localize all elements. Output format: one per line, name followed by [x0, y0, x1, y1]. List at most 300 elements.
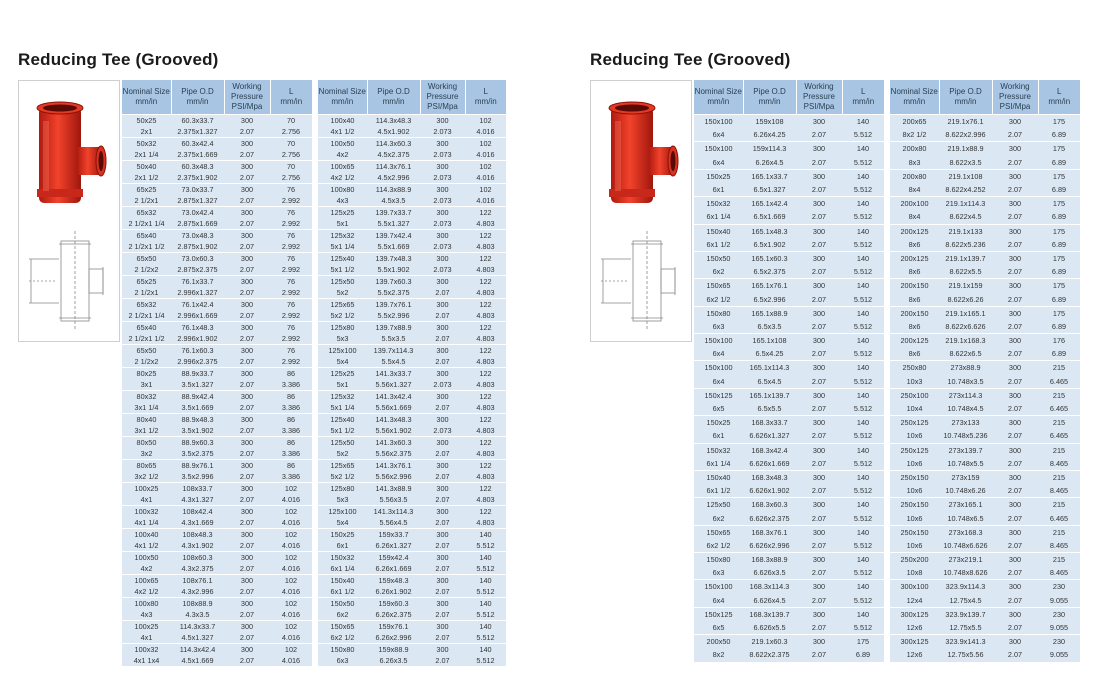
table-cell: 140	[465, 598, 506, 610]
table-cell: 125x80	[318, 322, 367, 334]
table-cell: 2.07	[796, 238, 842, 252]
table-cell: 2.07	[224, 632, 270, 644]
table-cell: 5x2	[318, 287, 367, 299]
table-cell: 8.465	[1038, 484, 1080, 498]
table-cell: 2.07	[224, 448, 270, 460]
header-text: Pressure	[998, 92, 1031, 101]
table-cell: 125x65	[318, 299, 367, 311]
table-row	[694, 183, 884, 197]
table-cell: 5.512	[465, 655, 506, 666]
table-row	[122, 391, 312, 403]
table-cell: 140	[465, 575, 506, 587]
table-cell: 125x32	[318, 230, 367, 242]
table-cell: 219.1x88.9	[939, 142, 992, 156]
table-header-row	[694, 80, 884, 115]
table-cell: 76.1x48.3	[171, 322, 224, 334]
table-cell: 6x3	[694, 320, 743, 334]
table-cell: 10.748x4.5	[939, 402, 992, 416]
table-cell: 50x32	[122, 138, 171, 150]
table-cell: 5.512	[465, 632, 506, 644]
table-cell: 2.992	[270, 287, 312, 299]
table-cell: 8x6	[890, 320, 939, 334]
table-cell: 65x32	[122, 207, 171, 219]
table-cell: 2.875x1.327	[171, 195, 224, 207]
table-row	[122, 333, 312, 345]
table-cell: 2.992	[270, 218, 312, 230]
table-row	[694, 224, 884, 238]
table-cell: 5x1 1/4	[318, 402, 367, 414]
table-cell: 4.5x2.996	[367, 172, 420, 184]
table-cell: 80x50	[122, 437, 171, 449]
table-cell: 2.07	[992, 292, 1038, 306]
table-cell: 6x2 1/2	[694, 292, 743, 306]
table-cell: 200x80	[890, 142, 939, 156]
table-cell: 73.0x42.4	[171, 207, 224, 219]
table-row	[890, 648, 1080, 661]
table-row	[694, 470, 884, 484]
table-cell: 6.5x1.902	[743, 238, 796, 252]
table-cell: 4.5x1.327	[171, 632, 224, 644]
table-cell: 300	[992, 498, 1038, 512]
table-cell: 139.7x76.1	[367, 299, 420, 311]
table-cell: 4.3x1.669	[171, 517, 224, 529]
table-cell: 5.512	[465, 609, 506, 621]
table-row	[890, 361, 1080, 375]
table-cell: 114.3x88.9	[367, 184, 420, 196]
header-text: mm/in	[280, 97, 303, 106]
table-cell: 141.3x88.9	[367, 483, 420, 495]
table-cell: 70	[270, 115, 312, 127]
table-row	[122, 437, 312, 449]
table-cell: 4.5x3.5	[367, 195, 420, 207]
table-row	[890, 210, 1080, 224]
table-row	[694, 169, 884, 183]
header-text: mm/in	[186, 97, 209, 106]
table-cell: 8.622x6.26	[939, 292, 992, 306]
table-cell: 300	[224, 368, 270, 380]
table-row	[694, 429, 884, 443]
table-cell: 6x1 1/2	[694, 238, 743, 252]
table-cell: 323.9x114.3	[939, 580, 992, 594]
table-row	[318, 356, 506, 368]
table-cell: 300	[796, 224, 842, 238]
table-cell: 3.5x1.902	[171, 425, 224, 437]
table-cell: 300	[420, 506, 465, 518]
header-text: Nominal Size	[890, 87, 938, 96]
table-cell: 10.748x5.5	[939, 457, 992, 471]
table-cell: 150x40	[694, 470, 743, 484]
table-row	[318, 172, 506, 184]
table-cell: 140	[842, 607, 884, 621]
table-cell: 5x1 1/4	[318, 241, 367, 253]
table-cell: 300	[224, 598, 270, 610]
table-cell: 6x1	[694, 429, 743, 443]
table-cell: 300	[420, 483, 465, 495]
table-cell: 6.89	[1038, 320, 1080, 334]
table-cell: 102	[270, 506, 312, 518]
table-cell: 219.1x108	[939, 169, 992, 183]
table-cell: 8x2 1/2	[890, 128, 939, 142]
table-cell: 10x6	[890, 429, 939, 443]
table-cell: 5.512	[465, 563, 506, 575]
table-cell: 2.07	[992, 347, 1038, 361]
table-cell: 150x100	[694, 334, 743, 348]
table-cell: 140	[842, 115, 884, 129]
table-cell: 4.016	[465, 195, 506, 207]
table-cell: 159x33.7	[367, 529, 420, 541]
table-cell: 6x1 1/4	[694, 210, 743, 224]
table-row	[318, 414, 506, 426]
table-row	[318, 230, 506, 242]
spec-table-2	[318, 80, 506, 666]
table-cell: 300	[224, 161, 270, 173]
table-cell: 6x4	[694, 594, 743, 608]
table-row	[890, 292, 1080, 306]
table-cell: 300x125	[890, 635, 939, 649]
table-cell: 88.9x33.7	[171, 368, 224, 380]
table-cell: 102	[465, 138, 506, 150]
table-cell: 5x2	[318, 448, 367, 460]
table-row	[122, 644, 312, 656]
table-cell: 300	[796, 388, 842, 402]
table-cell: 2x1	[122, 126, 171, 138]
table-cell: 300	[796, 470, 842, 484]
table-row	[890, 594, 1080, 608]
table-row	[122, 184, 312, 196]
header-text: Pressure	[230, 92, 263, 101]
table-cell: 2.07	[224, 287, 270, 299]
table-cell: 125x50	[694, 498, 743, 512]
table-cell: 300	[796, 580, 842, 594]
table-row	[694, 361, 884, 375]
table-cell: 8x6	[890, 265, 939, 279]
table-cell: 300	[224, 529, 270, 541]
table-row	[890, 375, 1080, 389]
table-cell: 6.26x2.996	[367, 632, 420, 644]
header-text: mm/in	[474, 97, 497, 106]
table-cell: 2 1/2x1 1/2	[122, 241, 171, 253]
table-cell: 76	[270, 276, 312, 288]
table-cell: 140	[842, 361, 884, 375]
table-cell: 140	[842, 388, 884, 402]
table-cell: 6x4	[694, 375, 743, 389]
table-cell: 215	[1038, 553, 1080, 567]
table-cell: 150x100	[694, 115, 743, 129]
table-cell: 10x6	[890, 457, 939, 471]
product-image-panel-right	[590, 80, 692, 342]
table-cell: 73.0x60.3	[171, 253, 224, 265]
table-cell: 125x40	[318, 414, 367, 426]
table-cell: 300	[796, 443, 842, 457]
table-cell: 8.622x5.5	[939, 265, 992, 279]
table-cell: 159x48.3	[367, 575, 420, 587]
table-cell: 200x80	[890, 169, 939, 183]
table-cell: 125x25	[318, 368, 367, 380]
table-cell: 8.622x3.5	[939, 156, 992, 170]
table-cell: 4.3x1.902	[171, 540, 224, 552]
table-row	[694, 197, 884, 211]
table-cell: 5.5x1.327	[367, 218, 420, 230]
table-cell: 150x40	[694, 224, 743, 238]
table-cell: 10x3	[890, 375, 939, 389]
table-cell: 2.07	[224, 425, 270, 437]
table-cell: 5.5x2.375	[367, 287, 420, 299]
table-cell: 4.016	[270, 540, 312, 552]
table-cell: 2.07	[224, 149, 270, 161]
table-cell: 175	[842, 635, 884, 649]
table-cell: 2.07	[796, 539, 842, 553]
table-row	[890, 183, 1080, 197]
table-cell: 300	[420, 368, 465, 380]
table-cell: 5x1 1/2	[318, 425, 367, 437]
table-cell: 6x3	[318, 655, 367, 666]
table-row	[318, 126, 506, 138]
table-cell: 70	[270, 161, 312, 173]
table-cell: 200x125	[890, 334, 939, 348]
table-row	[122, 287, 312, 299]
table-cell: 100x25	[122, 621, 171, 633]
table-cell: 125x50	[318, 276, 367, 288]
table-cell: 273x168.3	[939, 525, 992, 539]
table-cell: 2.07	[796, 594, 842, 608]
table-cell: 300	[224, 184, 270, 196]
table-cell: 2.756	[270, 126, 312, 138]
table-cell: 2.07	[224, 126, 270, 138]
table-cell: 140	[842, 416, 884, 430]
table-cell: 2.07	[420, 517, 465, 529]
table-cell: 159x108	[743, 115, 796, 129]
table-cell: 6.626x5.5	[743, 621, 796, 635]
table-cell: 65x40	[122, 230, 171, 242]
table-cell: 6.465	[1038, 511, 1080, 525]
table-row	[122, 195, 312, 207]
table-cell: 122	[465, 368, 506, 380]
table-cell: 80x25	[122, 368, 171, 380]
header-text: PSI/Mpa	[427, 102, 458, 111]
table-cell: 4x2	[318, 149, 367, 161]
table-cell: 165.1x60.3	[743, 251, 796, 265]
column-header-nominal	[694, 80, 743, 115]
table-cell: 5.56x1.327	[367, 379, 420, 391]
table-cell: 125x100	[318, 506, 367, 518]
table-cell: 6.89	[1038, 210, 1080, 224]
table-cell: 219.1x60.3	[743, 635, 796, 649]
table-cell: 4.3x2.375	[171, 563, 224, 575]
table-cell: 141.3x33.7	[367, 368, 420, 380]
table-cell: 76.1x33.7	[171, 276, 224, 288]
table-row	[694, 566, 884, 580]
table-cell: 122	[465, 483, 506, 495]
table-cell: 250x150	[890, 498, 939, 512]
table-row	[694, 607, 884, 621]
table-cell: 273x139.7	[939, 443, 992, 457]
table-cell: 300	[224, 322, 270, 334]
table-row	[890, 635, 1080, 649]
table-cell: 2.07	[224, 609, 270, 621]
table-cell: 60.3x42.4	[171, 138, 224, 150]
header-text: mm/in	[758, 97, 781, 106]
table-cell: 3x1 1/2	[122, 425, 171, 437]
table-row	[122, 460, 312, 472]
table-cell: 140	[842, 197, 884, 211]
table-cell: 4.016	[270, 609, 312, 621]
table-cell: 300	[224, 575, 270, 587]
column-header-pressure	[992, 80, 1038, 115]
table-cell: 300	[420, 575, 465, 587]
table-cell: 2.07	[420, 448, 465, 460]
table-cell: 2.07	[224, 379, 270, 391]
table-cell: 250x80	[890, 361, 939, 375]
table-cell: 2.07	[224, 517, 270, 529]
table-cell: 80x40	[122, 414, 171, 426]
table-cell: 102	[270, 598, 312, 610]
table-cell: 5.512	[842, 265, 884, 279]
column-header-pipe	[939, 80, 992, 115]
table-cell: 300	[796, 197, 842, 211]
table-cell: 6.89	[1038, 292, 1080, 306]
table-cell: 8.622x5.236	[939, 238, 992, 252]
table-cell: 4.803	[465, 494, 506, 506]
table-cell: 215	[1038, 498, 1080, 512]
table-cell: 5x2 1/2	[318, 471, 367, 483]
table-cell: 102	[465, 115, 506, 127]
table-cell: 5.56x1.669	[367, 402, 420, 414]
table-cell: 3.386	[270, 379, 312, 391]
table-cell: 8.622x4.252	[939, 183, 992, 197]
table-cell: 300	[992, 279, 1038, 293]
table-row	[890, 156, 1080, 170]
table-row	[122, 540, 312, 552]
table-cell: 65x25	[122, 184, 171, 196]
table-row	[122, 264, 312, 276]
table-row	[694, 457, 884, 471]
table-row	[890, 525, 1080, 539]
table-row	[318, 437, 506, 449]
header-text: Pressure	[802, 92, 835, 101]
table-row	[694, 553, 884, 567]
table-row	[890, 238, 1080, 252]
table-cell: 60.3x33.7	[171, 115, 224, 127]
column-header-pressure	[796, 80, 842, 115]
table-row	[318, 195, 506, 207]
table-row	[122, 172, 312, 184]
table-cell: 122	[465, 460, 506, 472]
table-row	[318, 425, 506, 437]
table-cell: 2.07	[796, 210, 842, 224]
table-row	[694, 306, 884, 320]
table-cell: 4.5x1.669	[171, 655, 224, 666]
table-cell: 2 1/2x1	[122, 287, 171, 299]
table-cell: 165.1x139.7	[743, 388, 796, 402]
table-row	[122, 310, 312, 322]
table-cell: 175	[1038, 224, 1080, 238]
table-cell: 86	[270, 414, 312, 426]
table-cell: 2.07	[224, 218, 270, 230]
table-row	[890, 169, 1080, 183]
table-cell: 6.26x1.669	[367, 563, 420, 575]
table-row	[122, 253, 312, 265]
table-row	[890, 142, 1080, 156]
table-cell: 8.622x6.5	[939, 347, 992, 361]
table-cell: 300	[992, 224, 1038, 238]
table-cell: 230	[1038, 635, 1080, 649]
table-cell: 122	[465, 391, 506, 403]
table-cell: 4x2 1/2	[318, 172, 367, 184]
table-row	[890, 334, 1080, 348]
table-row	[694, 416, 884, 430]
table-cell: 219.1x168.3	[939, 334, 992, 348]
table-cell: 140	[842, 169, 884, 183]
table-cell: 108x48.3	[171, 529, 224, 541]
table-cell: 88.9x76.1	[171, 460, 224, 472]
header-text: PSI/Mpa	[231, 102, 263, 111]
table-cell: 165.1x48.3	[743, 224, 796, 238]
table-cell: 4x1 1/4	[122, 517, 171, 529]
table-cell: 300	[224, 207, 270, 219]
table-cell: 4.803	[465, 471, 506, 483]
table-cell: 323.9x141.3	[939, 635, 992, 649]
table-row	[318, 149, 506, 161]
table-cell: 6.626x1.327	[743, 429, 796, 443]
table-row	[122, 322, 312, 334]
table-cell: 139.7x88.9	[367, 322, 420, 334]
table-row	[890, 484, 1080, 498]
table-cell: 140	[842, 443, 884, 457]
table-cell: 76.1x60.3	[171, 345, 224, 357]
header-text: mm/in	[382, 97, 405, 106]
table-cell: 76	[270, 322, 312, 334]
table-cell: 8.465	[1038, 457, 1080, 471]
table-header-row	[122, 80, 312, 115]
table-row	[122, 483, 312, 495]
table-cell: 6.465	[1038, 402, 1080, 416]
table-cell: 300	[224, 115, 270, 127]
table-row	[122, 402, 312, 414]
table-cell: 2.375x1.669	[171, 149, 224, 161]
table-cell: 5.56x3.5	[367, 494, 420, 506]
table-cell: 10.748x3.5	[939, 375, 992, 389]
table-cell: 273x165.1	[939, 498, 992, 512]
table-row	[122, 218, 312, 230]
table-cell: 2.07	[224, 563, 270, 575]
table-cell: 168.3x48.3	[743, 470, 796, 484]
table-cell: 8.465	[1038, 539, 1080, 553]
table-cell: 4x1 1x4	[122, 655, 171, 666]
table-cell: 2.07	[992, 183, 1038, 197]
table-cell: 165.1x114.3	[743, 361, 796, 375]
table-cell: 140	[465, 552, 506, 564]
table-row	[318, 276, 506, 288]
header-text: Pipe O.D	[949, 87, 982, 96]
header-text: L	[1057, 87, 1062, 96]
table-cell: 300	[224, 621, 270, 633]
table-row	[890, 607, 1080, 621]
table-cell: 2.07	[992, 566, 1038, 580]
table-cell: 150x25	[694, 169, 743, 183]
table-cell: 273x159	[939, 470, 992, 484]
table-row	[318, 264, 506, 276]
table-cell: 100x65	[318, 161, 367, 173]
table-cell: 150x25	[694, 416, 743, 430]
table-cell: 2.07	[992, 511, 1038, 525]
table-cell: 273x133	[939, 416, 992, 430]
table-row	[694, 402, 884, 416]
table-cell: 141.3x60.3	[367, 437, 420, 449]
table-cell: 300	[420, 391, 465, 403]
table-cell: 4.3x2.996	[171, 586, 224, 598]
table-cell: 2.07	[224, 655, 270, 666]
table-row	[122, 368, 312, 380]
